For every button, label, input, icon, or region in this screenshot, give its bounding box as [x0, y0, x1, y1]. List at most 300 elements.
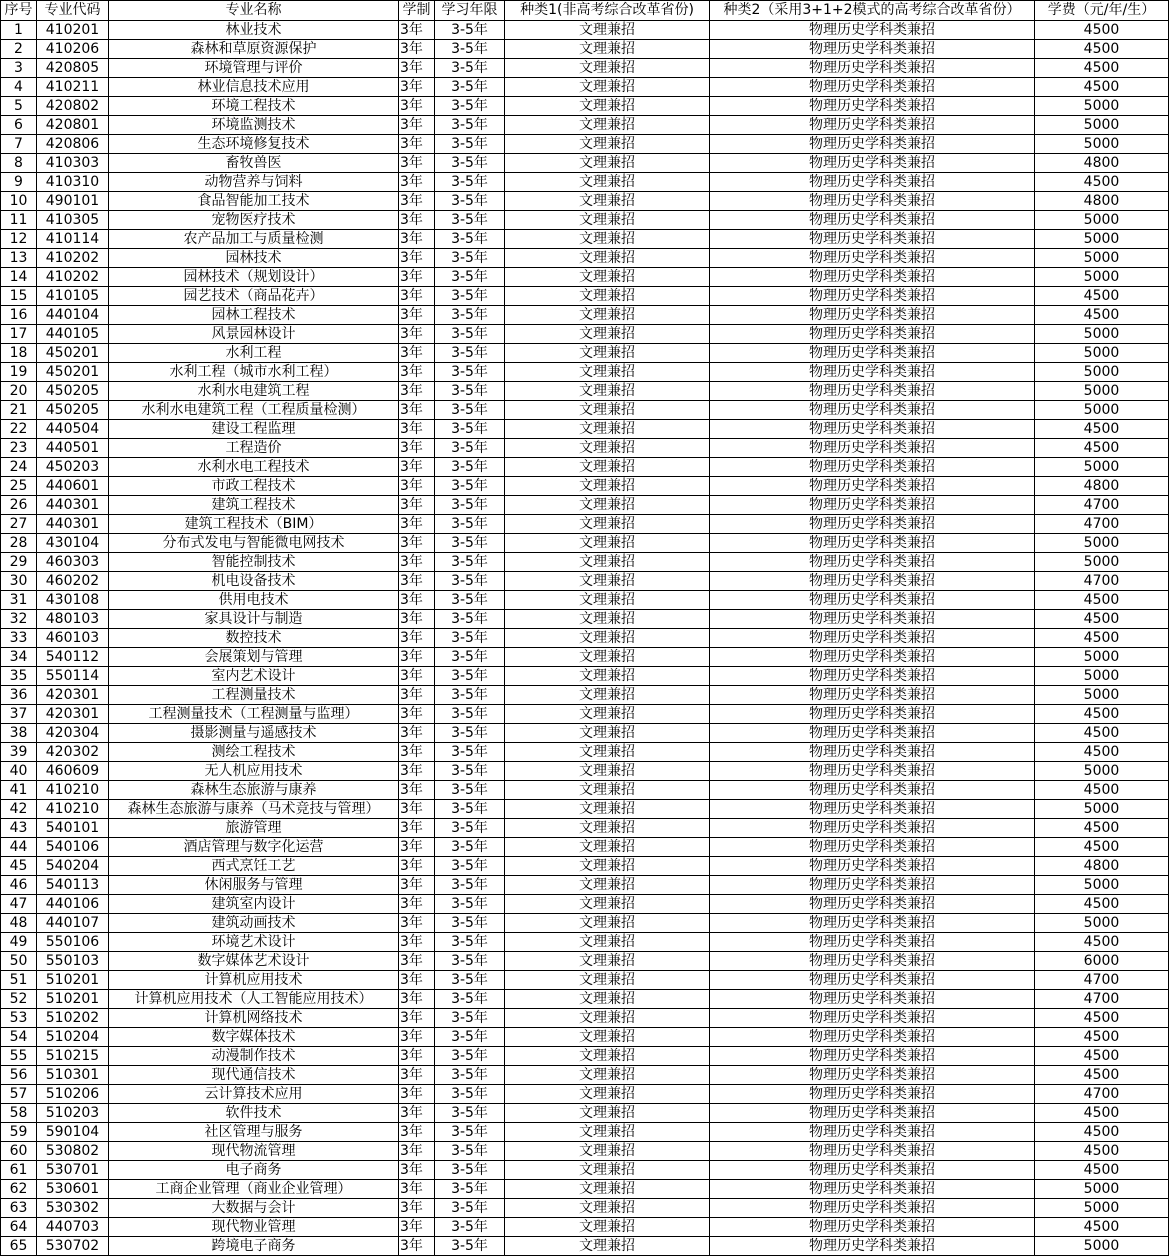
cell-type1: 文理兼招 [505, 838, 710, 857]
cell-system: 3年 [399, 876, 435, 895]
cell-type1: 文理兼招 [505, 78, 710, 97]
table-row [1, 1218, 1169, 1237]
table-row [1, 534, 1169, 553]
table-row [1, 553, 1169, 572]
cell-name: 智能控制技术 [109, 553, 399, 572]
cell-fee: 4700 [1035, 971, 1169, 990]
cell-code: 410201 [37, 21, 109, 40]
cell-index: 32 [1, 610, 37, 629]
cell-years: 3-5年 [435, 1009, 505, 1028]
table-row [1, 230, 1169, 249]
cell-years: 3-5年 [435, 591, 505, 610]
cell-type1: 文理兼招 [505, 477, 710, 496]
cell-index: 42 [1, 800, 37, 819]
cell-fee: 4500 [1035, 1161, 1169, 1180]
cell-code: 410105 [37, 287, 109, 306]
cell-fee: 4700 [1035, 572, 1169, 591]
cell-type1: 文理兼招 [505, 990, 710, 1009]
table-row [1, 344, 1169, 363]
cell-years: 3-5年 [435, 1085, 505, 1104]
cell-type1: 文理兼招 [505, 895, 710, 914]
cell-type1: 文理兼招 [505, 1180, 710, 1199]
cell-fee: 5000 [1035, 667, 1169, 686]
table-row [1, 287, 1169, 306]
cell-type1: 文理兼招 [505, 743, 710, 762]
cell-type1: 文理兼招 [505, 610, 710, 629]
cell-type1: 文理兼招 [505, 211, 710, 230]
table-row [1, 458, 1169, 477]
table-row [1, 781, 1169, 800]
table-row [1, 1142, 1169, 1161]
cell-code: 420805 [37, 59, 109, 78]
cell-code: 410114 [37, 230, 109, 249]
cell-system: 3年 [399, 572, 435, 591]
cell-code: 550114 [37, 667, 109, 686]
cell-years: 3-5年 [435, 686, 505, 705]
cell-type2: 物理历史学科类兼招 [710, 21, 1035, 40]
cell-type1: 文理兼招 [505, 876, 710, 895]
cell-system: 3年 [399, 135, 435, 154]
header-fee: 学费（元/年/生） [1035, 1, 1169, 21]
cell-type2: 物理历史学科类兼招 [710, 363, 1035, 382]
table-row [1, 705, 1169, 724]
cell-fee: 5000 [1035, 382, 1169, 401]
cell-code: 530802 [37, 1142, 109, 1161]
cell-code: 510201 [37, 990, 109, 1009]
cell-system: 3年 [399, 762, 435, 781]
cell-system: 3年 [399, 686, 435, 705]
cell-name: 无人机应用技术 [109, 762, 399, 781]
cell-fee: 4500 [1035, 705, 1169, 724]
cell-type1: 文理兼招 [505, 1085, 710, 1104]
cell-name: 现代物业管理 [109, 1218, 399, 1237]
table-row [1, 724, 1169, 743]
table-row [1, 420, 1169, 439]
table-row [1, 97, 1169, 116]
cell-code: 460609 [37, 762, 109, 781]
cell-name: 计算机应用技术（人工智能应用技术） [109, 990, 399, 1009]
cell-type1: 文理兼招 [505, 1009, 710, 1028]
cell-years: 3-5年 [435, 876, 505, 895]
cell-name: 家具设计与制造 [109, 610, 399, 629]
cell-index: 35 [1, 667, 37, 686]
cell-years: 3-5年 [435, 192, 505, 211]
cell-fee: 4500 [1035, 781, 1169, 800]
cell-type2: 物理历史学科类兼招 [710, 952, 1035, 971]
cell-name: 森林生态旅游与康养 [109, 781, 399, 800]
cell-type1: 文理兼招 [505, 686, 710, 705]
cell-index: 28 [1, 534, 37, 553]
cell-years: 3-5年 [435, 933, 505, 952]
cell-fee: 5000 [1035, 116, 1169, 135]
cell-years: 3-5年 [435, 990, 505, 1009]
cell-system: 3年 [399, 1123, 435, 1142]
cell-index: 64 [1, 1218, 37, 1237]
cell-name: 食品智能加工技术 [109, 192, 399, 211]
cell-index: 7 [1, 135, 37, 154]
cell-type2: 物理历史学科类兼招 [710, 458, 1035, 477]
cell-type1: 文理兼招 [505, 591, 710, 610]
cell-years: 3-5年 [435, 1180, 505, 1199]
cell-fee: 5000 [1035, 1199, 1169, 1218]
cell-system: 3年 [399, 895, 435, 914]
cell-system: 3年 [399, 781, 435, 800]
cell-index: 55 [1, 1047, 37, 1066]
cell-years: 3-5年 [435, 154, 505, 173]
cell-type2: 物理历史学科类兼招 [710, 306, 1035, 325]
cell-fee: 4500 [1035, 1009, 1169, 1028]
cell-fee: 4800 [1035, 192, 1169, 211]
cell-system: 3年 [399, 1142, 435, 1161]
cell-index: 57 [1, 1085, 37, 1104]
table-row [1, 1085, 1169, 1104]
cell-code: 510215 [37, 1047, 109, 1066]
table-row [1, 1180, 1169, 1199]
cell-type2: 物理历史学科类兼招 [710, 629, 1035, 648]
table-row [1, 952, 1169, 971]
cell-years: 3-5年 [435, 477, 505, 496]
cell-name: 水利工程（城市水利工程） [109, 363, 399, 382]
cell-system: 3年 [399, 211, 435, 230]
table-row [1, 439, 1169, 458]
cell-code: 530701 [37, 1161, 109, 1180]
cell-years: 3-5年 [435, 116, 505, 135]
table-row [1, 1123, 1169, 1142]
cell-index: 9 [1, 173, 37, 192]
table-row [1, 268, 1169, 287]
cell-system: 3年 [399, 648, 435, 667]
cell-system: 3年 [399, 1047, 435, 1066]
table-row [1, 914, 1169, 933]
cell-type2: 物理历史学科类兼招 [710, 1218, 1035, 1237]
cell-index: 21 [1, 401, 37, 420]
cell-index: 52 [1, 990, 37, 1009]
cell-system: 3年 [399, 97, 435, 116]
cell-system: 3年 [399, 382, 435, 401]
cell-years: 3-5年 [435, 401, 505, 420]
cell-index: 60 [1, 1142, 37, 1161]
cell-index: 18 [1, 344, 37, 363]
cell-code: 440104 [37, 306, 109, 325]
cell-fee: 4800 [1035, 154, 1169, 173]
cell-name: 建设工程监理 [109, 420, 399, 439]
cell-fee: 4700 [1035, 515, 1169, 534]
cell-code: 540113 [37, 876, 109, 895]
cell-fee: 4500 [1035, 78, 1169, 97]
table-row [1, 762, 1169, 781]
cell-code: 460103 [37, 629, 109, 648]
cell-index: 27 [1, 515, 37, 534]
table-row [1, 686, 1169, 705]
cell-code: 440301 [37, 515, 109, 534]
cell-index: 46 [1, 876, 37, 895]
cell-index: 61 [1, 1161, 37, 1180]
cell-name: 森林和草原资源保护 [109, 40, 399, 59]
table-row [1, 876, 1169, 895]
table-row [1, 667, 1169, 686]
cell-index: 30 [1, 572, 37, 591]
table-row [1, 1237, 1169, 1256]
cell-years: 3-5年 [435, 1123, 505, 1142]
cell-index: 26 [1, 496, 37, 515]
cell-code: 550106 [37, 933, 109, 952]
cell-years: 3-5年 [435, 382, 505, 401]
cell-code: 410202 [37, 249, 109, 268]
cell-type1: 文理兼招 [505, 857, 710, 876]
cell-index: 24 [1, 458, 37, 477]
cell-type2: 物理历史学科类兼招 [710, 857, 1035, 876]
cell-index: 48 [1, 914, 37, 933]
cell-fee: 5000 [1035, 800, 1169, 819]
cell-fee: 4500 [1035, 59, 1169, 78]
cell-system: 3年 [399, 515, 435, 534]
cell-system: 3年 [399, 800, 435, 819]
table-row [1, 1161, 1169, 1180]
cell-index: 56 [1, 1066, 37, 1085]
cell-fee: 4500 [1035, 287, 1169, 306]
cell-fee: 5000 [1035, 344, 1169, 363]
cell-fee: 4500 [1035, 1028, 1169, 1047]
cell-index: 65 [1, 1237, 37, 1256]
cell-code: 510204 [37, 1028, 109, 1047]
cell-type1: 文理兼招 [505, 952, 710, 971]
cell-type2: 物理历史学科类兼招 [710, 838, 1035, 857]
table-row [1, 743, 1169, 762]
cell-type1: 文理兼招 [505, 914, 710, 933]
cell-index: 43 [1, 819, 37, 838]
cell-fee: 5000 [1035, 401, 1169, 420]
cell-type2: 物理历史学科类兼招 [710, 971, 1035, 990]
cell-index: 39 [1, 743, 37, 762]
cell-name: 分布式发电与智能微电网技术 [109, 534, 399, 553]
cell-type1: 文理兼招 [505, 420, 710, 439]
cell-years: 3-5年 [435, 895, 505, 914]
cell-name: 软件技术 [109, 1104, 399, 1123]
cell-type2: 物理历史学科类兼招 [710, 990, 1035, 1009]
cell-system: 3年 [399, 1028, 435, 1047]
cell-code: 420801 [37, 116, 109, 135]
table-row [1, 78, 1169, 97]
cell-type2: 物理历史学科类兼招 [710, 173, 1035, 192]
cell-type1: 文理兼招 [505, 382, 710, 401]
cell-fee: 5000 [1035, 211, 1169, 230]
cell-name: 工程测量技术 [109, 686, 399, 705]
cell-code: 450203 [37, 458, 109, 477]
cell-code: 410202 [37, 268, 109, 287]
cell-type1: 文理兼招 [505, 230, 710, 249]
table-row [1, 154, 1169, 173]
cell-index: 10 [1, 192, 37, 211]
table-row [1, 306, 1169, 325]
cell-code: 490101 [37, 192, 109, 211]
cell-system: 3年 [399, 249, 435, 268]
cell-years: 3-5年 [435, 724, 505, 743]
cell-type2: 物理历史学科类兼招 [710, 515, 1035, 534]
cell-years: 3-5年 [435, 1142, 505, 1161]
cell-type1: 文理兼招 [505, 572, 710, 591]
cell-fee: 4500 [1035, 895, 1169, 914]
cell-type2: 物理历史学科类兼招 [710, 876, 1035, 895]
cell-type2: 物理历史学科类兼招 [710, 439, 1035, 458]
cell-years: 3-5年 [435, 325, 505, 344]
table-row [1, 1028, 1169, 1047]
cell-type2: 物理历史学科类兼招 [710, 154, 1035, 173]
cell-code: 510203 [37, 1104, 109, 1123]
cell-index: 54 [1, 1028, 37, 1047]
cell-system: 3年 [399, 610, 435, 629]
cell-type1: 文理兼招 [505, 1028, 710, 1047]
cell-system: 3年 [399, 325, 435, 344]
cell-index: 33 [1, 629, 37, 648]
cell-type2: 物理历史学科类兼招 [710, 1066, 1035, 1085]
cell-type1: 文理兼招 [505, 249, 710, 268]
cell-code: 440601 [37, 477, 109, 496]
cell-type2: 物理历史学科类兼招 [710, 819, 1035, 838]
cell-index: 8 [1, 154, 37, 173]
cell-system: 3年 [399, 914, 435, 933]
cell-years: 3-5年 [435, 97, 505, 116]
cell-type1: 文理兼招 [505, 59, 710, 78]
cell-fee: 5000 [1035, 914, 1169, 933]
cell-index: 62 [1, 1180, 37, 1199]
cell-index: 1 [1, 21, 37, 40]
cell-code: 450201 [37, 363, 109, 382]
cell-name: 宠物医疗技术 [109, 211, 399, 230]
cell-years: 3-5年 [435, 553, 505, 572]
cell-code: 440107 [37, 914, 109, 933]
table-row [1, 21, 1169, 40]
cell-type2: 物理历史学科类兼招 [710, 420, 1035, 439]
cell-code: 540106 [37, 838, 109, 857]
cell-type1: 文理兼招 [505, 496, 710, 515]
cell-system: 3年 [399, 458, 435, 477]
cell-system: 3年 [399, 724, 435, 743]
cell-name: 建筑室内设计 [109, 895, 399, 914]
table-row [1, 192, 1169, 211]
cell-type1: 文理兼招 [505, 439, 710, 458]
cell-name: 农产品加工与质量检测 [109, 230, 399, 249]
cell-index: 19 [1, 363, 37, 382]
cell-index: 15 [1, 287, 37, 306]
cell-index: 63 [1, 1199, 37, 1218]
cell-system: 3年 [399, 401, 435, 420]
cell-years: 3-5年 [435, 306, 505, 325]
cell-code: 410211 [37, 78, 109, 97]
cell-type2: 物理历史学科类兼招 [710, 1085, 1035, 1104]
cell-years: 3-5年 [435, 667, 505, 686]
cell-code: 410210 [37, 781, 109, 800]
cell-code: 450205 [37, 401, 109, 420]
cell-name: 动物营养与饲料 [109, 173, 399, 192]
cell-name: 环境工程技术 [109, 97, 399, 116]
cell-system: 3年 [399, 40, 435, 59]
cell-index: 31 [1, 591, 37, 610]
cell-index: 23 [1, 439, 37, 458]
cell-system: 3年 [399, 705, 435, 724]
cell-name: 工程测量技术（工程测量与监理） [109, 705, 399, 724]
cell-type1: 文理兼招 [505, 648, 710, 667]
cell-fee: 4500 [1035, 610, 1169, 629]
cell-type2: 物理历史学科类兼招 [710, 325, 1035, 344]
cell-name: 环境艺术设计 [109, 933, 399, 952]
header-system: 学制 [399, 1, 435, 21]
cell-name: 数控技术 [109, 629, 399, 648]
table-row [1, 629, 1169, 648]
cell-index: 51 [1, 971, 37, 990]
cell-type2: 物理历史学科类兼招 [710, 1237, 1035, 1256]
cell-type1: 文理兼招 [505, 40, 710, 59]
cell-years: 3-5年 [435, 572, 505, 591]
cell-fee: 4500 [1035, 1142, 1169, 1161]
cell-index: 2 [1, 40, 37, 59]
cell-type2: 物理历史学科类兼招 [710, 344, 1035, 363]
cell-system: 3年 [399, 116, 435, 135]
cell-type2: 物理历史学科类兼招 [710, 249, 1035, 268]
cell-years: 3-5年 [435, 135, 505, 154]
cell-system: 3年 [399, 1104, 435, 1123]
cell-code: 430108 [37, 591, 109, 610]
cell-system: 3年 [399, 230, 435, 249]
cell-index: 17 [1, 325, 37, 344]
cell-years: 3-5年 [435, 211, 505, 230]
cell-type1: 文理兼招 [505, 1161, 710, 1180]
cell-index: 14 [1, 268, 37, 287]
cell-fee: 4500 [1035, 743, 1169, 762]
cell-type1: 文理兼招 [505, 1047, 710, 1066]
cell-years: 3-5年 [435, 762, 505, 781]
table-row [1, 1047, 1169, 1066]
cell-index: 4 [1, 78, 37, 97]
table-row [1, 572, 1169, 591]
cell-type1: 文理兼招 [505, 1237, 710, 1256]
cell-type2: 物理历史学科类兼招 [710, 781, 1035, 800]
cell-type1: 文理兼招 [505, 1066, 710, 1085]
table-row [1, 1066, 1169, 1085]
cell-fee: 4500 [1035, 819, 1169, 838]
table-row [1, 496, 1169, 515]
table-row [1, 1009, 1169, 1028]
cell-years: 3-5年 [435, 344, 505, 363]
cell-type2: 物理历史学科类兼招 [710, 1142, 1035, 1161]
cell-name: 环境监测技术 [109, 116, 399, 135]
cell-system: 3年 [399, 1085, 435, 1104]
cell-name: 林业技术 [109, 21, 399, 40]
cell-code: 440703 [37, 1218, 109, 1237]
cell-code: 550103 [37, 952, 109, 971]
cell-years: 3-5年 [435, 1199, 505, 1218]
cell-system: 3年 [399, 496, 435, 515]
cell-index: 47 [1, 895, 37, 914]
cell-years: 3-5年 [435, 21, 505, 40]
cell-years: 3-5年 [435, 439, 505, 458]
cell-years: 3-5年 [435, 838, 505, 857]
table-row [1, 800, 1169, 819]
cell-system: 3年 [399, 287, 435, 306]
cell-name: 云计算技术应用 [109, 1085, 399, 1104]
cell-type2: 物理历史学科类兼招 [710, 648, 1035, 667]
cell-fee: 5000 [1035, 230, 1169, 249]
cell-type1: 文理兼招 [505, 401, 710, 420]
cell-fee: 4500 [1035, 420, 1169, 439]
cell-type1: 文理兼招 [505, 971, 710, 990]
cell-type2: 物理历史学科类兼招 [710, 192, 1035, 211]
cell-system: 3年 [399, 857, 435, 876]
cell-system: 3年 [399, 1066, 435, 1085]
cell-fee: 5000 [1035, 534, 1169, 553]
cell-index: 49 [1, 933, 37, 952]
cell-fee: 4500 [1035, 1104, 1169, 1123]
cell-type2: 物理历史学科类兼招 [710, 572, 1035, 591]
